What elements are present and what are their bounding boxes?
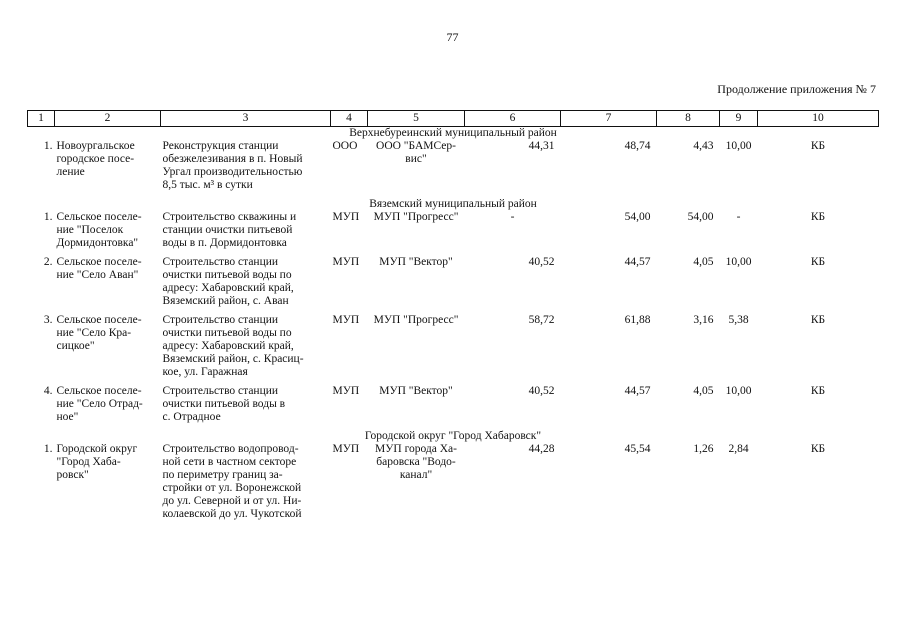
value-col9: -: [736, 211, 741, 223]
table-row: [28, 443, 879, 527]
project-cell: Строительство станции очистки питьевой воды по адресу: Хабаровский край, Вяземский район, с. Аван: [162, 256, 294, 307]
settlement-cell: Сельское поселе- ние "Поселок Дормидонтовка": [56, 211, 142, 249]
value-col8: 4,05: [693, 385, 714, 397]
column-header: 9: [720, 111, 758, 127]
value-col8: 54,00: [687, 211, 714, 223]
value-col7: 45,54: [624, 443, 651, 455]
project-cell: Строительство водопровод- ной сети в частном секторе по периметру границ за- стройки от ул. Воронежской до ул. Северной и от ул. Ни- колаевской до ул. Чукотской: [162, 443, 302, 520]
table-row: [28, 211, 879, 256]
operator-cell: ООО "БАМСер- вис": [376, 140, 456, 165]
row-number: 1.: [43, 443, 53, 455]
value-col6: 40,52: [528, 385, 555, 397]
column-header: 1: [28, 111, 55, 127]
settlement-cell: Сельское поселе- ние "Село Отрад- ное": [56, 385, 143, 423]
table-row: [28, 256, 879, 314]
funding-source-cell: КБ: [810, 443, 826, 455]
org-form-cell: МУП: [332, 256, 360, 268]
operator-cell: МУП города Ха- баровска "Водо- канал": [375, 443, 457, 481]
org-form-cell: ООО: [332, 140, 358, 152]
project-cell: Строительство скважины и станции очистки питьевой воды в п. Дормидонтовка: [162, 211, 297, 249]
row-number: 4.: [43, 385, 53, 397]
operator-cell: МУП "Прогресс": [373, 314, 459, 326]
section-khabarovsk: [28, 430, 879, 527]
value-col8: 3,16: [693, 314, 714, 326]
funding-source-cell: КБ: [810, 314, 826, 326]
operator-cell: МУП "Вектор": [379, 385, 453, 397]
org-form-cell: МУП: [332, 211, 360, 223]
column-header: 8: [657, 111, 720, 127]
section-vyazemsky: [28, 198, 879, 430]
section-verkhnebureinsky: [28, 127, 879, 199]
value-col6: 44,31: [528, 140, 555, 152]
value-col8: 4,43: [693, 140, 714, 152]
column-header: 4: [331, 111, 368, 127]
value-col9: 2,84: [728, 443, 749, 455]
funding-source-cell: КБ: [810, 211, 826, 223]
value-col9: 10,00: [725, 256, 752, 268]
page-number: 77: [446, 30, 459, 44]
value-col9: 10,00: [725, 385, 752, 397]
settlement-cell: Сельское поселе- ние "Село Аван": [56, 256, 142, 281]
row-number: 1.: [43, 211, 53, 223]
org-form-cell: МУП: [332, 443, 360, 455]
column-header: 7: [561, 111, 657, 127]
column-number-row: [28, 111, 879, 127]
section-title: Городской округ "Город Хабаровск": [364, 430, 542, 442]
value-col6: 58,72: [528, 314, 555, 326]
project-cell: Реконструкция станции обезжелезивания в п. Новый Ургал производительностью 8,5 тыс. м³ в сутки: [162, 140, 303, 191]
funding-source-cell: КБ: [810, 140, 826, 152]
column-header: 3: [161, 111, 331, 127]
row-number: 1.: [43, 140, 53, 152]
table-row: [28, 385, 879, 430]
value-col9: 10,00: [725, 140, 752, 152]
column-header: 5: [368, 111, 465, 127]
project-cell: Строительство станции очистки питьевой воды по адресу: Хабаровский край, Вяземский район, с. Красиц- кое, ул. Гаражная: [162, 314, 304, 378]
column-header: 2: [55, 111, 161, 127]
operator-cell: МУП "Вектор": [379, 256, 453, 268]
org-form-cell: МУП: [332, 385, 360, 397]
funding-source-cell: КБ: [810, 256, 826, 268]
value-col7: 44,57: [624, 256, 651, 268]
annex-table: [27, 110, 879, 527]
value-col6: -: [510, 211, 515, 223]
value-col9: 5,38: [728, 314, 749, 326]
value-col7: 48,74: [624, 140, 651, 152]
column-header: 6: [465, 111, 561, 127]
value-col8: 4,05: [693, 256, 714, 268]
row-number: 3.: [43, 314, 53, 326]
section-title: Верхнебуреинский муниципальный район: [349, 127, 557, 139]
value-col6: 40,52: [528, 256, 555, 268]
section-title: Вяземский муниципальный район: [369, 198, 537, 210]
value-col7: 44,57: [624, 385, 651, 397]
org-form-cell: МУП: [332, 314, 360, 326]
table-row: [28, 314, 879, 385]
settlement-cell: Городской округ "Город Хаба- ровск": [56, 443, 138, 481]
value-col6: 44,28: [528, 443, 555, 455]
settlement-cell: Сельское поселе- ние "Село Кра- сицкое": [56, 314, 142, 352]
value-col8: 1,26: [693, 443, 714, 455]
column-header: 10: [758, 111, 879, 127]
operator-cell: МУП "Прогресс": [373, 211, 459, 223]
table-row: [28, 140, 879, 198]
project-cell: Строительство станции очистки питьевой воды в с. Отрадное: [162, 385, 286, 423]
row-number: 2.: [43, 256, 53, 268]
value-col7: 61,88: [624, 314, 651, 326]
settlement-cell: Новоургальское городское посе- ление: [56, 140, 135, 178]
continuation-label: Продолжение приложения № 7: [717, 82, 876, 96]
funding-source-cell: КБ: [810, 385, 826, 397]
value-col7: 54,00: [624, 211, 651, 223]
